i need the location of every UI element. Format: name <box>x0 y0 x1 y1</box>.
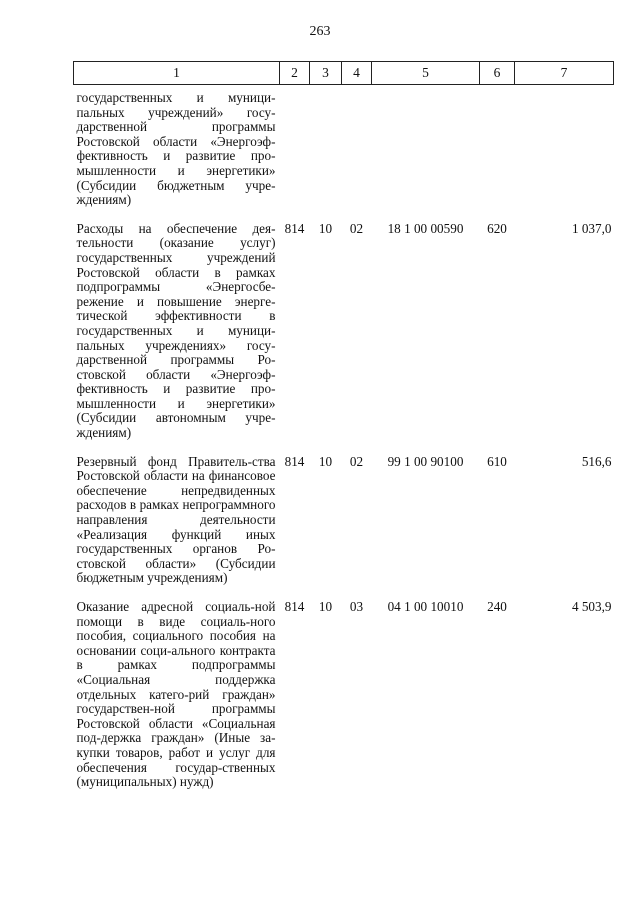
row-ministry-code <box>280 85 310 208</box>
row-subsection-code <box>342 85 372 208</box>
header-col-1: 1 <box>74 62 280 85</box>
row-section-code: 10 <box>318 220 333 236</box>
page-number: 263 <box>309 24 331 39</box>
row-subsection-code: 02 <box>349 453 364 469</box>
row-description: Оказание адресной социаль-ной помощи в виде социаль-ного пособия, социального пособия на основании соци-ального контракта в рамках подпрограммы «Социальная поддержка отдельных катего-рий граждан» государствен-ной программы Ростовской области «Социальная под-держка граждан» (Иные за-купки товаров, работ и услуг для обеспечения государ-ственных (муниципальных) нужд) <box>76 599 276 790</box>
row-section-code: 10 <box>318 453 333 469</box>
row-section-code <box>310 85 342 208</box>
table-row <box>74 441 614 586</box>
header-col-5: 5 <box>372 62 480 85</box>
header-col-2: 2 <box>280 62 310 85</box>
row-section-code: 10 <box>318 599 333 614</box>
budget-table <box>73 61 614 790</box>
row-expense-type: 240 <box>487 599 507 614</box>
row-ministry-code: 814 <box>284 220 305 236</box>
row-expense-type: 620 <box>487 220 507 236</box>
header-col-6: 6 <box>480 62 515 85</box>
table-row <box>74 208 614 441</box>
row-target-article: 04 1 00 10010 <box>387 599 464 614</box>
table-row <box>74 85 614 208</box>
header-col-7: 7 <box>515 62 614 85</box>
row-amount: 1 037,0 <box>571 220 612 236</box>
row-expense-type <box>480 85 515 208</box>
row-ministry-code: 814 <box>284 599 305 614</box>
header-col-4: 4 <box>342 62 372 85</box>
table-row <box>74 586 614 790</box>
row-description: Резервный фонд Правитель-ства Ростовской области на финансовое обеспечение непредвиденных расходов в рамках непрограммного направления деятельности «Реализация функций иных государственных органов Ро-стовской области» (Субсидии бюджетным учреждениям) <box>76 453 276 586</box>
row-amount: 4 503,9 <box>571 599 612 614</box>
row-expense-type: 610 <box>487 453 507 469</box>
table-header-row <box>74 62 614 85</box>
row-ministry-code: 814 <box>284 453 305 469</box>
row-amount: 516,6 <box>581 453 612 469</box>
row-description: государственных и муници-пальных учреждений» госу-дарственной программы Ростовской области «Энергоэф-фективность и развитие про-мышленности и энергетики» (Субсидии бюджетным учре-ждениям) <box>76 90 276 208</box>
row-amount <box>515 85 614 208</box>
row-target-article: 18 1 00 00590 <box>387 220 464 236</box>
row-subsection-code: 02 <box>349 220 364 236</box>
row-target-article: 99 1 00 90100 <box>387 453 464 469</box>
header-col-3: 3 <box>310 62 342 85</box>
row-description: Расходы на обеспечение дея-тельности (оказание услуг) государственных учреждений Ростовской области в рамках подпрограммы «Энергосбе-режение и повышение энерге-тической эффективности в государственных и муници-пальных учреждениях» госу-дарственной программы Ро-стовской области «Энергоэф-фективность и развитие про-мышленности и энергетики» (Субсидии автономным учре-ждениям) <box>76 220 276 441</box>
row-subsection-code: 03 <box>349 599 364 614</box>
row-target-article <box>372 85 480 208</box>
